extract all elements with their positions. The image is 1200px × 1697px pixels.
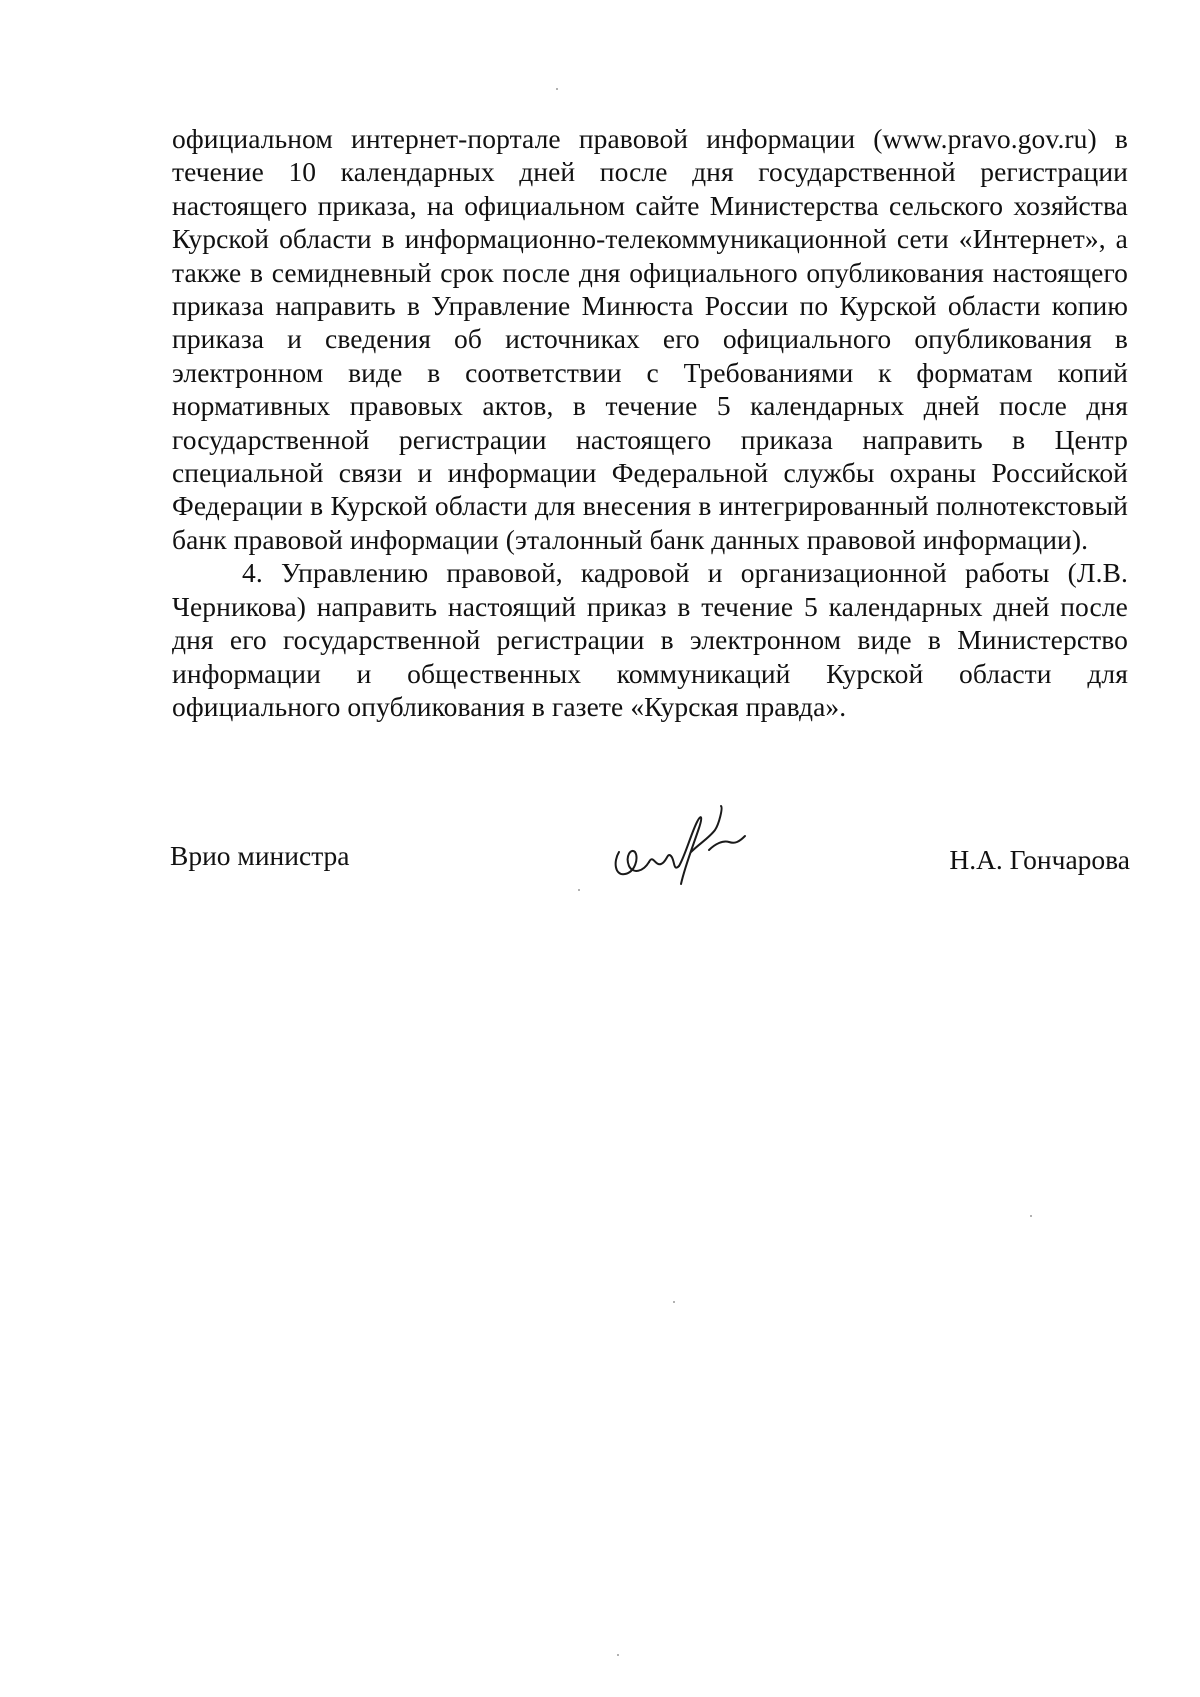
signature-block [170,800,1130,910]
paragraph-continuation: официальном интернет-портале правовой информации (www.pravo.gov.ru) в течение 10 календарных дней после дня государственной регистрации настоящего приказа, на официальном сайте Министерства сельского хозяйства Курской области в информационно-телекоммуникационной сети «Интернет», а также в семидневный срок после дня официального опубликования настоящего приказа направить в Управление Минюста России по Курской области копию приказа и сведения об источниках его официального опубликования в электронном виде в соответствии с Требованиями к форматам копий нормативных правовых актов, в течение 5 календарных дней после дня государственной регистрации настоящего приказа направить в Центр специальной связи и информации Федеральной службы охраны Российской Федерации в Курской области для внесения в интегрированный полнотекстовый банк правовой информации (эталонный банк данных правовой информации). [172,123,1128,555]
scan-speck [673,1301,675,1303]
signatory-role: Врио министра [170,840,350,871]
scan-speck [617,1654,619,1656]
scan-speck [1030,1215,1032,1217]
handwritten-signature [605,800,755,890]
signatory-name: Н.А. Гончарова [949,844,1130,875]
paragraph-4: 4. Управлению правовой, кадровой и организационной работы (Л.В. Черникова) направить настоящий приказ в течение 5 календарных дней после дня его государственной регистрации в электронном виде в Министерство информации и общественных коммуникаций Курской области для официального опубликования в газете «Курская правда». [172,557,1128,722]
scan-speck [578,889,580,891]
document-body [172,122,1128,723]
scan-speck [556,88,558,90]
